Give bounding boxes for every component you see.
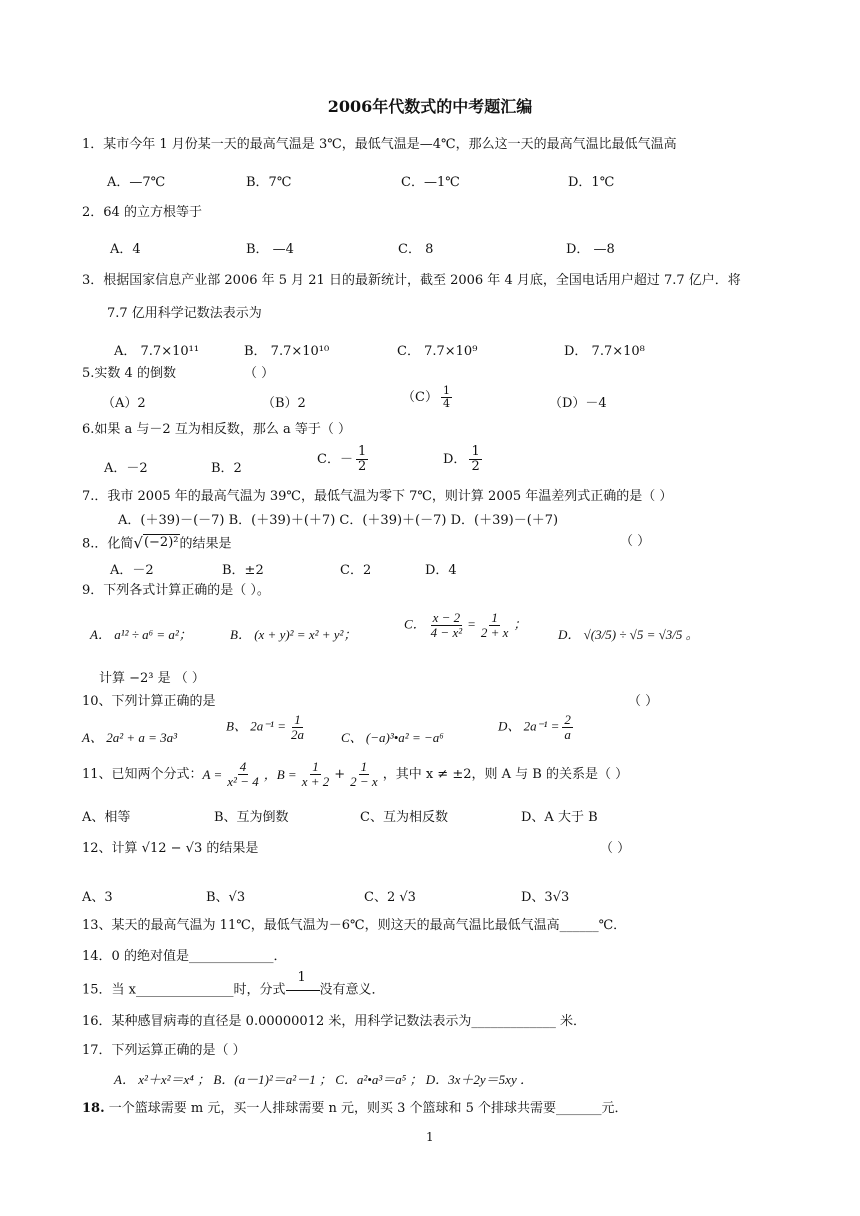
radicand: (−2)² bbox=[143, 535, 179, 550]
fraction bbox=[441, 385, 452, 410]
option-d: D．4 bbox=[425, 563, 457, 578]
numerator: 1 bbox=[442, 384, 450, 397]
denominator: x² − 4 bbox=[227, 773, 259, 789]
denominator: 4 − x² bbox=[430, 624, 463, 640]
fraction bbox=[429, 611, 464, 640]
question-11-pre: 11、已知两个分式： bbox=[82, 766, 203, 782]
option-d: D． √(3/5) ÷ √5 = √3/5 。 bbox=[558, 627, 699, 642]
fraction bbox=[289, 713, 306, 742]
separator: ； bbox=[513, 616, 527, 632]
denominator: 2a bbox=[290, 726, 304, 742]
answer-paren: （ ） bbox=[628, 694, 659, 709]
question-1: 1．某市今年 1 月份某一天的最高气温是 3℃，最低气温是—4℃，那么这一天的最高气温比最低气温高 bbox=[82, 137, 677, 152]
option-c-label: （C） bbox=[402, 389, 438, 405]
question-12 bbox=[82, 841, 631, 857]
option-b: B． —4 bbox=[246, 242, 294, 257]
answer-paren: （ ） bbox=[600, 841, 631, 856]
option-d: D． 7.7×10⁸ bbox=[564, 344, 645, 359]
question-14: 14．0 的绝对值是_____________． bbox=[82, 949, 287, 964]
option-d: D、A 大于 B bbox=[521, 810, 598, 825]
option-c: C、2 √3 bbox=[364, 890, 416, 905]
question-18-stem: 一个篮球需要 m 元，买一人排球需要 n 元，则买 3 个篮球和 5 个排球共需要_______元． bbox=[104, 1101, 628, 1116]
denominator: 2 bbox=[357, 458, 367, 474]
question-8 bbox=[82, 533, 651, 552]
question-10 bbox=[82, 694, 659, 710]
question-7-options: A．(＋39)－(－7) B．(＋39)＋(＋7) C．(＋39)＋(－7) D．(＋39)－(＋7) bbox=[118, 513, 559, 528]
fraction bbox=[469, 445, 481, 474]
answer-paren: （ ） bbox=[244, 366, 275, 381]
option-a: A．4 bbox=[110, 242, 141, 257]
option-d: D、3√3 bbox=[521, 890, 570, 905]
option-c: C．—1℃ bbox=[401, 175, 460, 190]
answer-paren: （ ） bbox=[620, 534, 651, 549]
question-9: 9．下列各式计算正确的是（ ）。 bbox=[82, 583, 270, 598]
question-16: 16．某种感冒病毒的直径是 0.00000012 米，用科学记数法表示为_____________ 米． bbox=[82, 1014, 587, 1029]
option-a: A．－2 bbox=[104, 461, 148, 476]
fraction-b-label: ，B = bbox=[263, 766, 297, 782]
denominator: a bbox=[564, 726, 571, 742]
option-a: A、 2a² + a = 3a³ bbox=[82, 730, 178, 745]
option-a: A．－2 bbox=[110, 563, 154, 578]
numerator: 1 bbox=[491, 610, 498, 625]
fraction-b1 bbox=[300, 760, 332, 789]
question-18 bbox=[82, 1101, 628, 1117]
option-c-label: C． bbox=[404, 616, 426, 632]
option-d bbox=[498, 713, 576, 742]
fraction bbox=[479, 611, 511, 640]
numerator: 1 bbox=[471, 444, 480, 459]
page-title: 2006年代数式的中考题汇编 bbox=[327, 97, 533, 116]
denominator: x + 2 bbox=[301, 773, 330, 789]
numerator: x − 2 bbox=[432, 610, 461, 625]
option-c: C． 7.7×10⁹ bbox=[397, 344, 478, 359]
question-12-stem: 12、计算 √12 − √3 的结果是 bbox=[82, 841, 259, 856]
sqrt-icon: √ bbox=[133, 533, 143, 552]
option-b bbox=[226, 713, 309, 742]
denominator: 2 + x bbox=[480, 624, 509, 640]
equals-sign: = bbox=[467, 616, 476, 632]
question-15-pre: 15．当 x_______________时，分式 bbox=[82, 982, 286, 998]
option-d-label: D、 2a⁻¹ = bbox=[498, 718, 560, 734]
sqrt-expression bbox=[133, 534, 179, 551]
option-c bbox=[404, 611, 526, 640]
question-18-number: 18. bbox=[82, 1101, 105, 1116]
option-b: B．±2 bbox=[222, 563, 264, 578]
option-d-label: D． bbox=[443, 451, 467, 467]
option-b: B．2 bbox=[211, 461, 242, 476]
option-b-label: B、 2a⁻¹ = bbox=[226, 718, 286, 734]
option-c: C．2 bbox=[340, 563, 372, 578]
option-c-label: C．－ bbox=[317, 451, 353, 467]
option-c: C． 8 bbox=[398, 242, 434, 257]
denominator: 2 − x bbox=[350, 773, 378, 789]
question-5-stem: 5.实数 4 的倒数 bbox=[82, 366, 176, 381]
question-15-post: 没有意义． bbox=[319, 982, 385, 998]
question-5 bbox=[82, 366, 275, 382]
question-17: 17．下列运算正确的是（ ） bbox=[82, 1043, 246, 1058]
option-c: C、 (−a)³•a² = −a⁶ bbox=[341, 730, 444, 745]
plus-sign: + bbox=[334, 766, 346, 782]
fraction-bar bbox=[286, 990, 320, 991]
question-8-stem-post: 的结果是 bbox=[179, 536, 232, 552]
denominator: 4 bbox=[442, 396, 450, 410]
question-11 bbox=[82, 760, 628, 789]
numerator: 2 bbox=[564, 712, 571, 727]
question-10-stem: 10、下列计算正确的是 bbox=[82, 694, 216, 709]
extra-question: 计算 −2³ 是 （ ） bbox=[99, 671, 205, 686]
option-b: B． 7.7×10¹⁰ bbox=[244, 344, 330, 359]
option-c: C、互为相反数 bbox=[360, 810, 448, 825]
fraction bbox=[356, 445, 368, 474]
option-a: A、3 bbox=[82, 890, 113, 905]
option-c bbox=[402, 385, 455, 410]
option-d: （D）－4 bbox=[549, 396, 607, 411]
numerator: 1 bbox=[357, 444, 367, 459]
numerator: 4 bbox=[239, 759, 247, 774]
option-d: D．1℃ bbox=[568, 175, 615, 190]
numerator: 1 bbox=[294, 712, 301, 727]
fraction-a bbox=[225, 760, 260, 789]
numerator: 1 bbox=[360, 759, 368, 774]
option-d: D． —8 bbox=[566, 242, 615, 257]
question-17-options: A． x²＋x²＝x⁴ ； B．(a－1)²＝a²－1 ； C．a²•a³＝a⁵ ； D．3x＋2y＝5xy ． bbox=[114, 1072, 533, 1087]
question-13: 13、某天的最高气温为 11℃，最低气温为－6℃，则这天的最高气温比最低气温高______℃． bbox=[82, 918, 627, 933]
option-b: B、互为倒数 bbox=[214, 810, 289, 825]
fraction-a-label: A = bbox=[202, 766, 223, 782]
option-a: A． 7.7×10¹¹ bbox=[114, 344, 200, 359]
option-b: B． (x + y)² = x² + y²； bbox=[230, 627, 357, 642]
option-a: （A）2 bbox=[102, 396, 146, 411]
option-c bbox=[317, 445, 371, 474]
numerator: 1 bbox=[312, 759, 319, 774]
question-6: 6.如果 a 与－2 互为相反数，那么 a 等于（ ） bbox=[82, 422, 351, 437]
question-7: 7.．我市 2005 年的最高气温为 39℃，最低气温为零下 7℃，则计算 2005 年温差列式正确的是（ ） bbox=[82, 489, 673, 504]
option-a: A．—7℃ bbox=[107, 175, 166, 190]
option-b: B．7℃ bbox=[246, 175, 292, 190]
numerator: 1 bbox=[297, 970, 306, 985]
fraction-b2 bbox=[348, 760, 380, 789]
question-3-line-2: 7.7 亿用科学记数法表示为 bbox=[107, 306, 262, 321]
question-11-post: ，其中 x ≠ ±2，则 A 与 B 的关系是（ ） bbox=[382, 766, 629, 782]
question-8-stem-pre: 8.．化简 bbox=[82, 536, 134, 552]
fraction bbox=[286, 970, 320, 998]
page-number: 1 bbox=[426, 1130, 434, 1144]
option-d bbox=[443, 445, 485, 474]
question-3-line-1: 3．根据国家信息产业部 2006 年 5 月 21 日的最新统计，截至 2006 年 4 月底，全国电话用户超过 7.7 亿户．将 bbox=[82, 273, 741, 288]
question-15 bbox=[82, 970, 385, 998]
fraction bbox=[562, 713, 573, 742]
denominator: 2 bbox=[471, 458, 480, 474]
option-a: A、相等 bbox=[82, 810, 131, 825]
option-b: （B）2 bbox=[262, 396, 306, 411]
option-b: B、√3 bbox=[206, 890, 246, 905]
question-2: 2．64 的立方根等于 bbox=[82, 205, 202, 220]
option-a: A． a¹² ÷ a⁶ = a²； bbox=[90, 627, 192, 642]
